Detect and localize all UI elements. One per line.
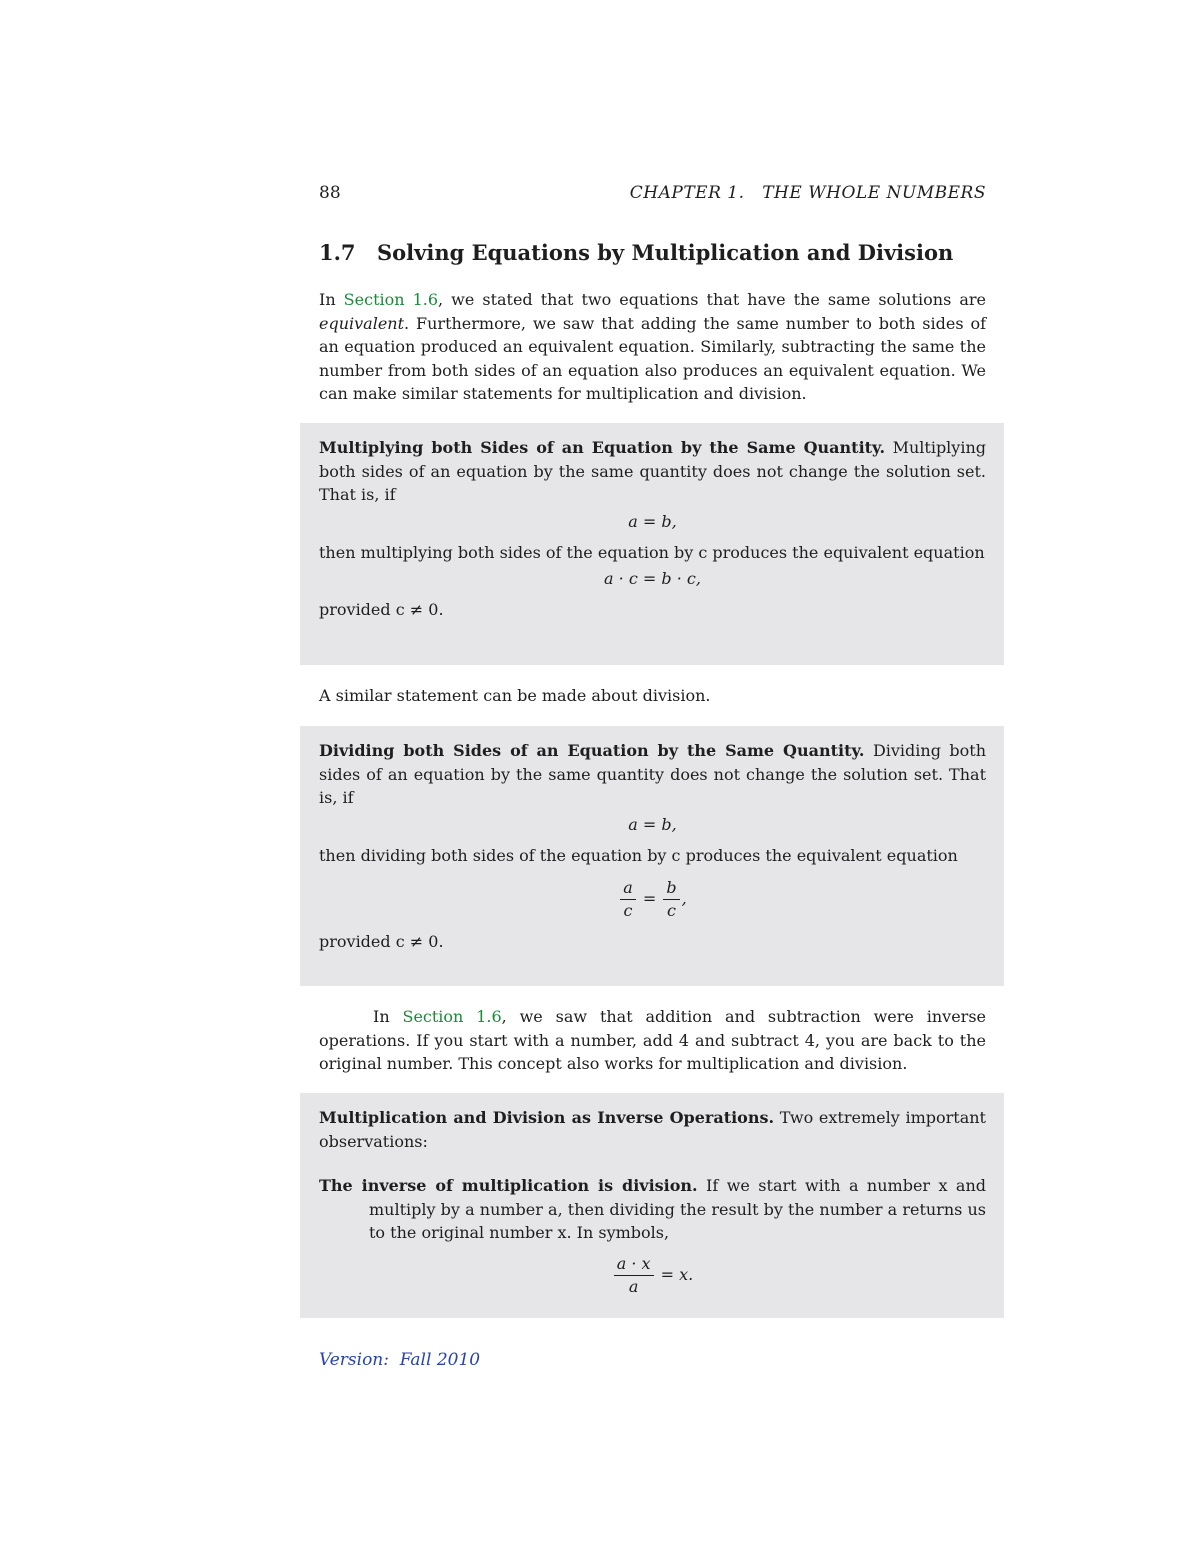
inverse-text-a: In: [373, 1007, 403, 1026]
page-number: 88: [319, 183, 341, 203]
theorem-box-inverse: [300, 1093, 1004, 1318]
intro-text-c: . Furthermore, we saw that adding the same number to both sides of an equation produced an equivalent equation. Similarly, subtracting the same the number from both sides of an equation also produces an equivalent equation. We can make similar statements for multiplication and division.: [319, 313, 986, 403]
fraction-numerator: a · x: [614, 1255, 654, 1276]
inverse-box-text: Two extremely important observations:: [319, 1108, 986, 1151]
theorem-box-divide: [300, 726, 1004, 986]
inverse-item-heading: The inverse of multiplication is division.: [319, 1176, 698, 1195]
divide-statement: [319, 739, 986, 810]
equals-sign: =: [642, 889, 657, 908]
fraction-ax-over-a: [614, 1255, 654, 1296]
fraction-numerator: b: [663, 879, 679, 900]
multiply-then-text: then multiplying both sides of the equation by c produces the equivalent equation: [319, 542, 985, 562]
section-number: 1.7: [319, 240, 356, 265]
fraction-a-over-c: [620, 879, 636, 920]
section-link[interactable]: Section 1.6: [343, 290, 439, 309]
inverse-item: [319, 1174, 986, 1245]
page-header: [319, 183, 986, 203]
inverse-item-text: If we start with a number x and multiply by a number a, then dividing the result by the number a returns us to the original number x. In symbols,: [369, 1176, 987, 1242]
section-title: [319, 240, 1019, 265]
divide-heading: Dividing both Sides of an Equation by the Same Quantity.: [319, 741, 865, 760]
intro-paragraph: [319, 288, 986, 406]
section-link[interactable]: Section 1.6: [402, 1007, 502, 1026]
multiply-proviso: provided c ≠ 0.: [319, 600, 444, 619]
fraction-denominator: c: [667, 901, 676, 920]
version-footer: Version: Fall 2010: [319, 1350, 481, 1370]
divide-text: Dividing both sides of an equation by the same quantity does not change the solution set. That is, if: [319, 741, 986, 807]
section-title-text: Solving Equations by Multiplication and Division: [377, 240, 954, 265]
fraction-denominator: c: [623, 901, 633, 920]
multiply-eq2: a · c = b · c,: [604, 569, 701, 588]
divide-proviso: provided c ≠ 0.: [319, 932, 444, 951]
inverse-eq-rest: = x.: [655, 1264, 694, 1284]
intro-text-a: In: [319, 290, 344, 309]
inverse-paragraph: [319, 1005, 986, 1076]
fraction-denominator: a: [628, 1276, 639, 1296]
divide-eq1: a = b,: [628, 814, 677, 834]
multiply-eq1: a = b,: [628, 511, 677, 531]
multiply-text: Multiplying both sides of an equation by the same quantity does not change the solution set. That is, if: [319, 438, 987, 504]
fraction-b-over-c: [663, 879, 679, 920]
fraction-comma: ,: [681, 889, 687, 908]
theorem-box-multiply: [300, 423, 1004, 665]
running-title: CHAPTER 1. THE WHOLE NUMBERS: [629, 183, 986, 203]
multiply-heading: Multiplying both Sides of an Equation by the Same Quantity.: [319, 438, 886, 457]
between-paragraph: A similar statement can be made about division.: [319, 686, 711, 705]
inverse-statement: [319, 1106, 986, 1153]
inverse-fraction-equation: [319, 1255, 986, 1296]
divide-fraction-equation: [319, 879, 986, 920]
divide-then-text: then dividing both sides of the equation by c produces the equivalent equation: [319, 845, 958, 865]
fraction-numerator: a: [620, 879, 636, 900]
inverse-heading: Multiplication and Division as Inverse Operations.: [319, 1108, 775, 1127]
emphasis-equivalent: equivalent: [319, 313, 405, 333]
intro-text-b: , we stated that two equations that have the same solutions are: [438, 290, 986, 309]
multiply-statement: [319, 436, 986, 507]
inverse-text-b: , we saw that addition and subtraction were inverse operations. If you start with a number, add 4 and subtract 4, you are back to the original number. This concept also works for multiplication and division.: [319, 1007, 987, 1073]
